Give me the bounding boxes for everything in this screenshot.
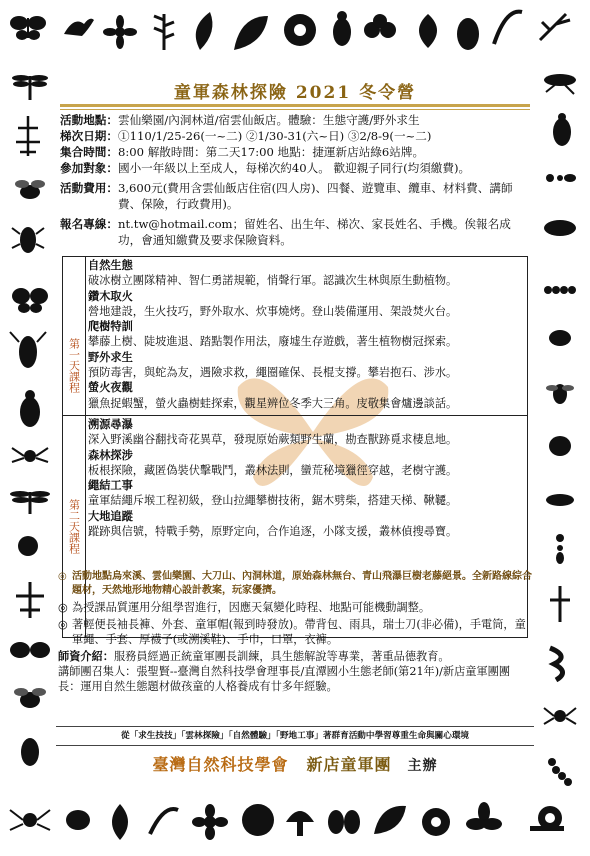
title-divider-thin [60,109,530,110]
staff-value: 服務員經過正統童軍團長訓練，具生態解說等專業，著重品德教育。 [113,650,450,663]
page-title: 童軍森林探險 2021 冬令營 [173,83,417,103]
course-text: 深入野溪幽谷翻找奇花異草，發現原始蕨類野生蘭，勘查獸跡覓求棲息地。 [88,433,458,447]
note-mark: ◎ [58,571,67,582]
fern-icon [494,12,522,44]
course-text: 營地建設，生火技巧，野外取水、炊事燒烤。登山裝備運用、架設焚火台。 [88,304,458,318]
mushroom-icon [286,811,314,836]
beetle-icon [12,227,44,253]
info-label: 梯次日期： [60,129,118,143]
course-heading: 大地追蹤 [88,508,133,523]
course-heading: 爬樹特訓 [88,319,133,334]
leaf-icon [112,804,128,840]
day1-label: 第一天課程 [63,257,86,473]
beetle-icon [21,738,39,766]
flower-icon [422,808,450,836]
course-text: 攀藤上樹、陡坡進退、踏點製作用法，廢墟生存遊戲，著生植物樹冠探索。 [88,335,458,349]
info-row-registration [60,216,532,248]
info-value: 3,600元(費用含雲仙飯店住宿(四人房)、四餐、遊覽車、纜車、材料費、講師費、保險，行政費用)。 [117,181,513,211]
flower-icon [192,804,228,840]
info-row-location [60,112,532,128]
snake-icon [550,648,563,680]
ladybug-icon [18,536,38,556]
organizer-name: 臺灣自然科技學會 [152,755,289,774]
course-text: 獵魚捉蝦蟹，螢火蟲樹蛙探索，觀星辨位冬季大三角。庋敬集會爐邊談話。 [88,396,458,410]
footer-divider [56,745,534,746]
bee-icon [14,688,46,708]
info-label: 活動地點： [60,113,118,127]
course-text: 蹤跡與信號，特戰手勢，原野定向，合作追逐，小隊支援，叢林偵搜尋寶。 [88,525,458,539]
flower-icon [284,14,316,46]
dragonfly-icon [10,491,50,514]
leaf-icon [419,14,437,48]
info-value: 國小一年級以上至成人，每梯次約40人。 歡迎親子同行(均須繳費)。 [117,161,471,175]
course-text: 破冰樹立團隊精神、智仁勇諾規範，悄聲行軍。認識次生林與原生動植物。 [88,274,458,288]
organizer-name: 新店童軍團 [306,755,392,774]
course-text: 預防毒害，與蛇為友，遇險求救，繩圈確保、長棍支撐。攀岩抱石、涉水。 [88,366,458,380]
leaf-icon [374,806,406,834]
moth-icon [10,642,50,658]
course-heading: 森林探涉 [88,447,133,462]
info-row-fee [60,180,532,212]
poster-content [56,78,534,778]
mantis-icon [550,586,570,622]
title-divider [60,104,530,107]
grasshopper-icon [544,74,576,94]
snail-icon [530,806,564,831]
info-label: 活動費用： [60,181,118,195]
mantis-icon [540,14,570,40]
organizer-role: 主辦 [407,758,438,774]
note-text: 活動地點烏來溪、雲仙樂園、大刀山、內洞林道，原始森林無台、青山飛瀑巨樹老藤絕景。全新路線綜合題材，天然地形地物精心設計教案，玩家優擠。 [72,571,532,596]
notes-section [58,570,532,694]
butterfly-icon [12,288,48,313]
director-text: 講師團召集人：張聖賢--臺灣自然科技學會理事長/直潭國小生態老師(第21年)/新店童軍團團長：運用自然生態題材做孩童的人格養成有廿多年經驗。 [58,665,511,693]
course-heading: 溯源尋瀑 [88,417,133,431]
info-row-participants [60,160,532,176]
cricket-icon [546,494,574,506]
mantis-icon [16,582,44,618]
day1-items [88,258,525,411]
info-value: nt.tw@hotmail.com；留姓名、出生年、梯次、家長姓名、手機。俟報名成功，會通知繳費及要求保險資料。 [117,217,511,247]
flower-icon [328,810,360,834]
beetle-icon [66,810,90,830]
ant-icon [556,534,564,564]
cockroach-icon [10,332,46,368]
spider-icon [12,448,48,462]
course-text: 童軍結繩斥堠工程初級，登山拉繩攀樹技術，鋸木劈柴，搭建天梯、鞦韆。 [88,494,458,508]
bee-icon [15,180,45,199]
beetle-icon [549,436,571,456]
flower-icon [466,802,502,830]
fly-icon [546,384,574,404]
note-item [58,570,532,598]
spider-icon [544,708,576,724]
leaf-icon [234,16,268,50]
course-heading: 繩結工事 [88,478,133,493]
info-label: 報名專線： [60,217,118,231]
butterfly-icon [10,16,46,40]
fern-icon [154,14,174,50]
staff-row [58,649,532,664]
event-info [60,112,532,248]
organizer-line [56,752,534,775]
bird-icon [64,19,94,36]
course-heading: 螢火夜觀 [88,380,133,395]
info-row-time [60,144,532,160]
mantis-icon [16,116,40,156]
cicada-icon [544,220,576,236]
course-heading: 自然生態 [88,258,133,272]
note-text: 著輕便長袖長褲、外套、童軍帽(報到時發放)。帶背包、雨具，瑞士刀(非必備)，手電筒，童軍繩、手套、厚襪子(或溯溪鞋)、手巾，口罩，衣褲。 [72,618,526,646]
note-mark: ◎ [58,601,68,614]
course-heading: 鑽木取火 [88,288,133,303]
bee-icon [549,330,571,346]
caterpillar-icon [548,758,572,786]
footer-divider [56,726,534,727]
note-item [58,617,532,647]
pinecone-icon [457,18,479,50]
fern-icon [150,809,178,834]
slogan: 從「求生技技」「雲林探險」「自然體驗」「野地工事」著群育活動中學習尊重生命與關心環境 [120,731,470,741]
info-row-dates [60,128,532,144]
info-label: 參加對象： [60,161,118,175]
caterpillar-icon [544,286,576,294]
beetle-icon [333,11,351,46]
flower-icon [242,804,274,836]
day2-items [88,417,525,539]
day2-label: 第二天課程 [63,416,86,637]
note-mark: ◎ [58,618,68,631]
beetle-icon [20,390,40,427]
info-value: 雲仙樂園/內洞林道/宿雲仙飯店。體驗：生態守護/野外求生 [117,113,420,127]
course-heading: 野外求生 [88,349,133,364]
course-text: 板根探險，藏匿偽裝伏擊戰鬥，叢林法則，蠻荒秘境獵徑穿越，老樹守護。 [88,463,458,477]
ant-icon [546,174,576,182]
staff-label: 師資介紹： [58,649,114,663]
note-item [58,600,532,615]
info-label: 集合時間： [60,145,118,159]
info-value: ①110/1/25-26(一~二) ②1/30-31(六~日) ③2/8-9(一~二) [117,129,432,143]
info-value: 8:00 解散時間：第二天17:00 地點：捷運新店站綠6站牌。 [117,145,425,159]
dragonfly-icon [12,75,48,100]
leaf-icon [196,12,213,50]
flower-icon [364,14,396,38]
spider-icon [10,810,50,830]
flower-icon [103,15,137,49]
note-text: 為授課品質運用分組學習進行，因應天氣變化時程、地點可能機動調整。 [72,601,431,614]
beetle-icon [553,113,571,146]
